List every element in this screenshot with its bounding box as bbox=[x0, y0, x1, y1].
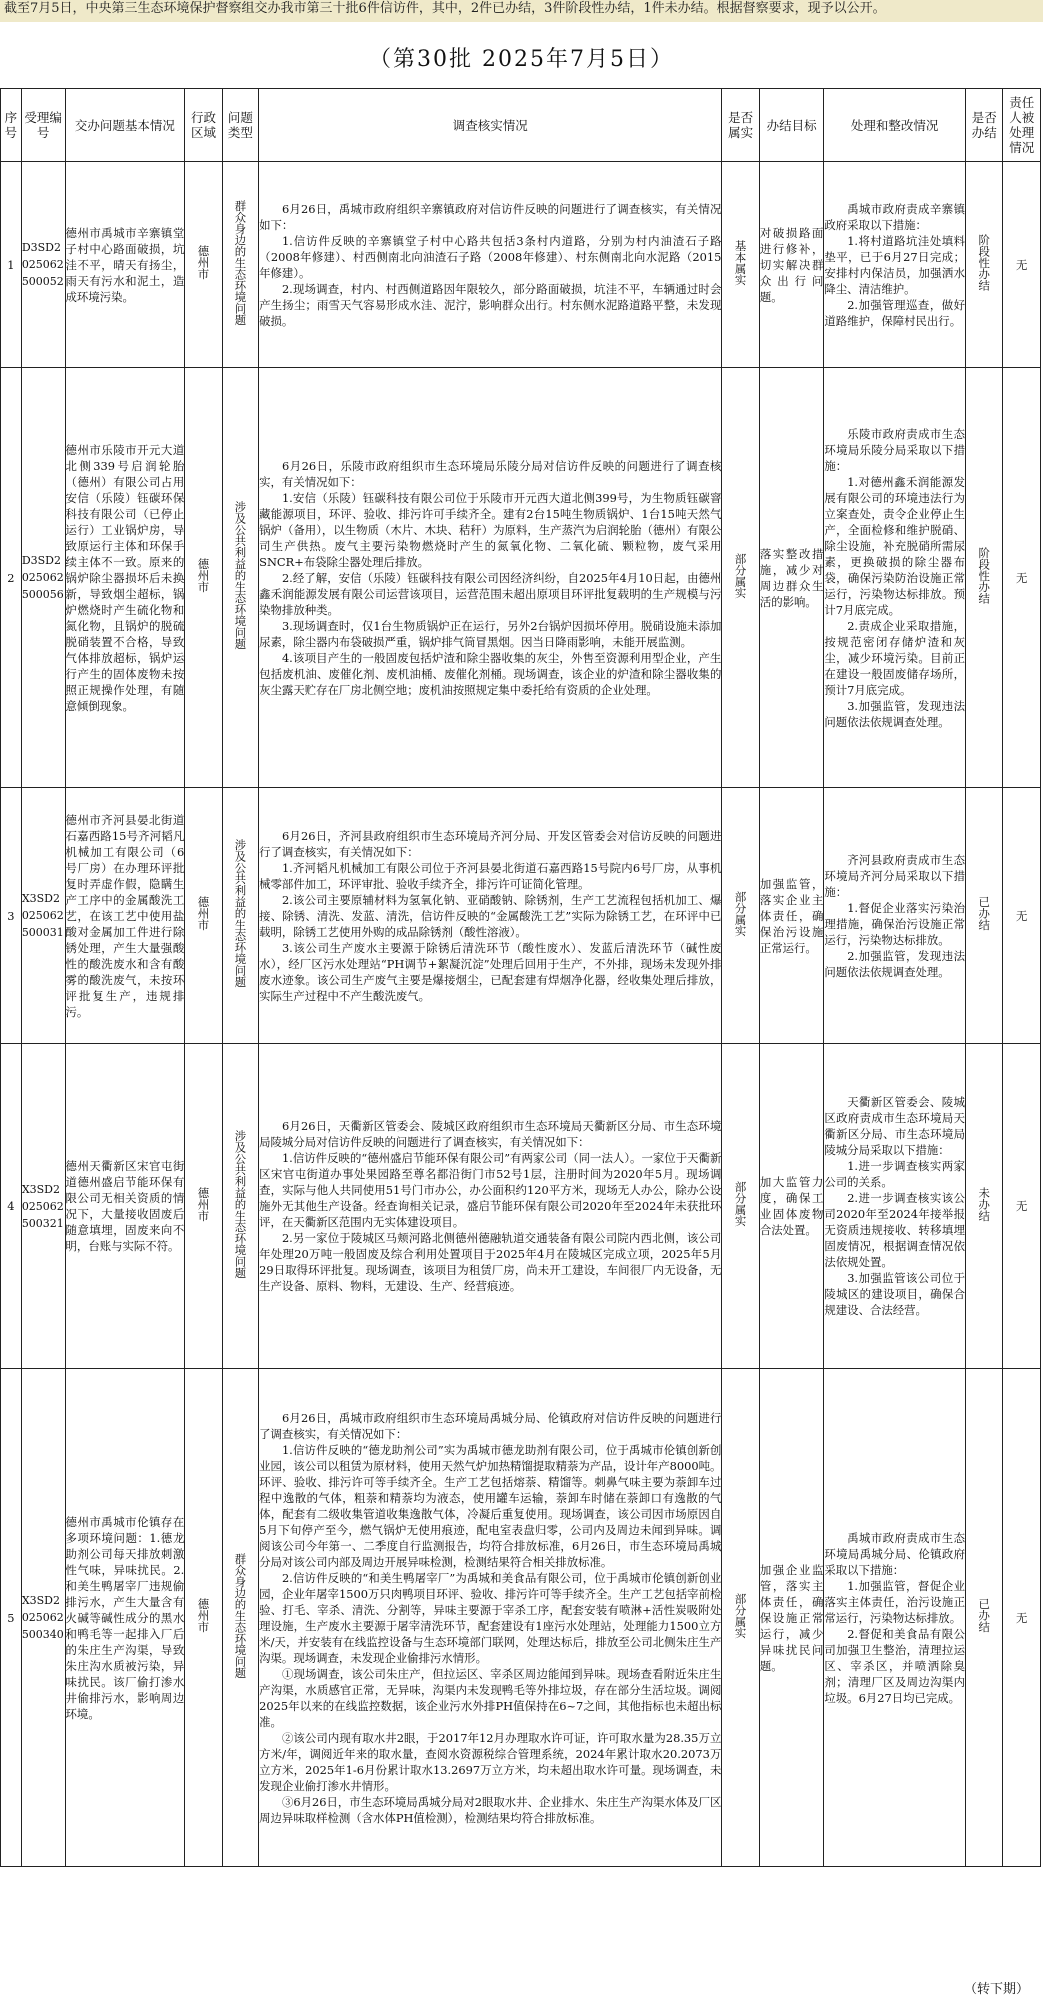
rectification-details-paragraph: 乐陵市政府责成市生态环境局乐陵分局采取以下措施： bbox=[824, 426, 965, 473]
is-verified-text: 部分属实 bbox=[733, 1592, 748, 1639]
is-verified-text: 部分属实 bbox=[733, 552, 748, 599]
rectification-details bbox=[824, 788, 966, 1044]
is-verified-text: 部分属实 bbox=[733, 1181, 748, 1227]
row-number: 5 bbox=[1, 1369, 22, 1867]
rectification-details-paragraph: 齐河县政府责成市生态环境局齐河分局采取以下措施： bbox=[824, 852, 965, 899]
is-completed bbox=[965, 1369, 1002, 1867]
investigation-details-paragraph: 2.信访件反映的“和美生鸭屠宰厂”为禹城和美食品有限公司，位于禹城市伦镇创新创业园，企业年屠宰1500万只肉鸭项目环评、验收、排污许可等手续齐全。生产工艺包括宰前检验、打毛、宰杀、清洗、分割等，异味主要源于宰杀工序，配套安装有喷淋+活性炭吸附处理设施，生产废水主要源于屠宰清洗环节，配套建设有1座污水处理站，处理能力1500立方米/天，并安装有在线监控设备与生态环境部门联网，处理达标后，排放至公司北侧朱庄生产沟渠。现场调查，未发现企业偷排污水情形。 bbox=[259, 1570, 722, 1665]
rectification-details-paragraph: 1.加强监管，督促企业落实主体责任，治污设施正常运行，污染物达标排放。 bbox=[824, 1578, 965, 1625]
is-verified bbox=[722, 788, 759, 1044]
resolution-goal: 加强监管，落实企业主体责任，确保治污设施正常运行。 bbox=[759, 788, 824, 1044]
is-completed-text: 已办结 bbox=[977, 1598, 992, 1633]
rectification-details bbox=[824, 368, 966, 788]
rectification-details bbox=[824, 1369, 966, 1867]
table-row bbox=[1, 1369, 1041, 1867]
investigation-details-paragraph: 6月26日，乐陵市政府组织市生态环境局乐陵分局对信访件反映的问题进行了调查核实，有关情况如下： bbox=[259, 458, 722, 489]
rectification-details bbox=[824, 1044, 966, 1369]
rectification-details-paragraph: 禹城市政府责成辛寨镇政府采取以下措施： bbox=[824, 201, 965, 232]
table-row bbox=[1, 162, 1041, 368]
rectification-details-paragraph: 1.对德州鑫禾润能源发展有限公司的环境违法行为立案查处，责令企业停止生产，全面检修和维护脱硝、除尘设施，补充脱硝所需尿素，更换破损的除尘器布袋，确保污染防治设施正常运行，污染物达标排放。预计7月底完成。 bbox=[824, 474, 965, 617]
issue-summary: 德州市乐陵市开元大道北侧339号启润轮胎（德州）有限公司占用安信（乐陵）钰碳环保科技有限公司（已停止运行）工业锅炉房，导致原运行主体和环保手续主体不一致。原来的锅炉除尘器损坏后未换新，导致烟尘超标，锅炉燃烧时产生硫化物和氮化物，且锅炉的脱硫脱硝装置不合格，导致气体排放超标，锅炉运行产生的固体废物未按照正规操作处理，有随意倾倒现象。 bbox=[65, 368, 185, 788]
resolution-goal: 加强企业监管，落实主体责任，确保设施正常运行，减少异味扰民问题。 bbox=[759, 1369, 824, 1867]
header-no: 序号 bbox=[1, 89, 22, 162]
batch-title: （第30批 2025年7月5日） bbox=[369, 47, 674, 72]
rectification-details-paragraph: 3.加强监管，发现违法问题依法依规调查处理。 bbox=[824, 698, 965, 729]
is-completed-text: 阶段性办结 bbox=[977, 234, 992, 291]
is-verified bbox=[722, 1044, 759, 1369]
resolution-goal: 落实整改措施，减少对周边群众生活的影响。 bbox=[759, 368, 824, 788]
rectification-details-paragraph: 2.责成企业采取措施，按规范密闭存储炉渣和灰尘，减少环境污染。目前正在建设一般固废储存场所，预计7月底完成。 bbox=[824, 618, 965, 697]
issue-type bbox=[222, 1369, 258, 1867]
admin-region bbox=[185, 1369, 222, 1867]
is-verified-text: 部分属实 bbox=[733, 890, 748, 937]
is-completed-text: 未办结 bbox=[977, 1186, 992, 1222]
rectification-details-paragraph: 禹城市政府责成市生态环境局禹城分局、伦镇政府采取以下措施： bbox=[824, 1530, 965, 1577]
header-desc: 调查核实情况 bbox=[259, 89, 722, 162]
issue-type-text: 群众身边的生态环境问题 bbox=[233, 199, 248, 326]
investigation-details-paragraph: 6月26日，齐河县政府组织市生态环境局齐河分局、开发区管委会对信访反映的问题进行了调查核实，有关情况如下： bbox=[259, 828, 722, 859]
footer-continued: （转下期） bbox=[963, 1982, 1029, 1997]
investigation-details bbox=[259, 788, 722, 1044]
header-code: 受理编号 bbox=[21, 89, 65, 162]
header-resp: 责任人被处理情况 bbox=[1003, 89, 1041, 162]
header-done: 是否办结 bbox=[965, 89, 1002, 162]
rectification-details-paragraph: 1.进一步调查核实两家公司的关系。 bbox=[824, 1159, 965, 1189]
responsible-handling: 无 bbox=[1003, 1044, 1041, 1369]
investigation-details-paragraph: 1.信访件反映的“德龙助剂公司”实为禹城市德龙助剂有限公司，位于禹城市伦镇创新创业园，该公司以租赁为原材料，使用天然气炉加热精馏提取精萘为产品，设计年产8000吨。环评、验收、排污许可等手续齐全。生产工艺包括熔萘、精馏等。刺鼻气味主要为萘卸车过程中逸散的气体，粗萘和精萘均为液态，使用罐车运输，萘卸车时储在萘卸口有逸散的气体，配套有二级收集管道收集逸散气体，冷凝后重复使用。现场调查，该公司因市场原因自5月下旬停产至今，燃气锅炉无使用痕迹，配电室表盘归零，公司内及周边未闻到异味。调阅该公司今年第一、二季度自行监测报告，均符合排放标准，6月26日，市生态环境局禹城分局对该公司内部及周边开展异味检测，检测结果符合相关排放标准。 bbox=[259, 1442, 722, 1569]
row-number: 3 bbox=[1, 788, 22, 1044]
admin-region bbox=[185, 1044, 222, 1369]
responsible-handling: 无 bbox=[1003, 368, 1041, 788]
header-area: 行政区域 bbox=[185, 89, 222, 162]
investigation-details-paragraph: ③6月26日，市生态环境局禹城分局对2眼取水井、企业排水、朱庄生产沟渠水体及厂区周边异味取样检测（含水体PH值检测），检测结果均符合排放标准。 bbox=[259, 1794, 722, 1825]
table-row bbox=[1, 1044, 1041, 1369]
investigation-details-paragraph: 1.齐河韬凡机械加工有限公司位于齐河县晏北街道石嘉西路15号院内6号厂房，从事机械零部件加工，环评审批、验收手续齐全，排污许可证简化管理。 bbox=[259, 860, 722, 891]
responsible-handling: 无 bbox=[1003, 162, 1041, 368]
investigation-details bbox=[259, 1369, 722, 1867]
investigation-details-paragraph: 6月26日，禹城市政府组织市生态环境局禹城分局、伦镇政府对信访件反映的问题进行了调查核实，有关情况如下： bbox=[259, 1410, 722, 1441]
is-verified bbox=[722, 162, 759, 368]
resolution-goal: 加大监管力度，确保工业固体废物合法处置。 bbox=[759, 1044, 824, 1369]
investigation-details-paragraph: 2.该公司主要原辅材料为氢氧化钠、亚硝酸钠、除锈剂，生产工艺流程包括机加工、爆接、除锈、清洗、发蓝、清洗，信访件反映的“金属酸洗工艺”实际为除锈工艺，在环评中已载明，除锈工艺使用外购的成品除锈剂（酸性溶液）。 bbox=[259, 892, 722, 939]
admin-region-text: 德州市 bbox=[196, 245, 211, 280]
admin-region-text: 德州市 bbox=[196, 1186, 211, 1222]
investigation-details bbox=[259, 368, 722, 788]
rectification-details-paragraph: 3.加强监管该公司位于陵城区的建设项目，确保合规建设、合法经营。 bbox=[824, 1271, 965, 1317]
issue-type bbox=[222, 162, 258, 368]
header-goal: 办结目标 bbox=[759, 89, 824, 162]
investigation-details-paragraph: 1.信访件反映的辛寨镇堂子村中心路共包括3条村内道路，分别为村内油渣石子路（2008年修建）、村西侧南北向油渣石子路（2008年修建）、村东侧南北向水泥路（2015年修建）。 bbox=[259, 233, 722, 280]
investigation-details-paragraph: 1.安信（乐陵）钰碳科技有限公司位于乐陵市开元西大道北侧399号，为生物质钰碳窨藏能源项目，环评、验收、排污许可手续齐全。建有2台15吨生物质锅炉、1台15吨天然气锅炉（备用），以生物质（木片、木块、秸秆）为原料，生产蒸汽为启润轮胎（德州）有限公司生产供热。废气主要污染物燃烧时产生的氮氧化物、二氧化硫、颗粒物，废气采用SNCR+布袋除尘器处理后排放。 bbox=[259, 490, 722, 569]
admin-region-text: 德州市 bbox=[196, 558, 211, 593]
is-verified bbox=[722, 1369, 759, 1867]
header-basic: 交办问题基本情况 bbox=[65, 89, 185, 162]
rectification-details-paragraph: 2.加强管理巡查，做好道路维护，保障村民出行。 bbox=[824, 297, 965, 328]
investigation-details-paragraph: 2.经了解，安信（乐陵）钰碳科技有限公司因经济纠纷，自2025年4月10日起，由德州鑫禾润能源发展有限公司运营该项目，运营范围未超出原项目环评批复载明的生产规模与污染物排放种类。 bbox=[259, 570, 722, 617]
table-row bbox=[1, 368, 1041, 788]
header-true: 是否属实 bbox=[722, 89, 759, 162]
row-number: 1 bbox=[1, 162, 22, 368]
is-completed bbox=[965, 788, 1002, 1044]
investigation-details-paragraph: ①现场调查，该公司朱庄产，但拉运区、宰杀区周边能闻到异味。现场查看附近朱庄生产沟渠，水质感官正常，无异味，沟渠内未发现鸭毛等外排垃圾，存在部分生活垃圾。调阅2025年以来的在线监控数据，该企业污水外排PH值保持在6~7之间，其他指标也未超出标准。 bbox=[259, 1666, 722, 1729]
issue-type-text: 涉及公共利益的生态环境问题 bbox=[233, 1129, 248, 1279]
rectification-details-paragraph: 2.进一步调查核实该公司2020年至2024年接举报无资质违规接收、转移填埋固废情况，根据调查情况依法依规处置。 bbox=[824, 1191, 965, 1269]
is-completed bbox=[965, 162, 1002, 368]
investigation-details-paragraph: ②该公司内现有取水井2眼，于2017年12月办理取水许可证，许可取水量为28.35万立方米/年，调阅近年来的取水量，查阅水资源税综合管理系统，2024年累计取水20.2073万立方米，2025年1-6月份累计取水13.2697万立方米，均未超出取水许可量。现场调查，未发现企业偷打渗水井情形。 bbox=[259, 1730, 722, 1793]
issue-type bbox=[222, 368, 258, 788]
admin-region-text: 德州市 bbox=[196, 896, 211, 931]
acceptance-code: X3SD2025062500031 bbox=[21, 788, 65, 1044]
is-verified bbox=[722, 368, 759, 788]
investigation-details-paragraph: 1.信访件反映的“德州盛启节能环保有限公司”有两家公司（同一法人）。一家位于天衢新区宋官屯街道办事处果园路至尊名都沿街门市52号1层，注册时间为2020年5月。现场调查，实际与他人共同使用51号门市办公，办公面积约120平方米，现场无人办公，除办公设施外无其他生产设备。经查询相关记录，盛启节能环保有限公司2020年至2024年未获批环评，在天衢新区范围内无实体建设项目。 bbox=[259, 1151, 722, 1229]
petition-table bbox=[0, 88, 1041, 1867]
rectification-details bbox=[824, 162, 966, 368]
issue-type-text: 群众身边的生态环境问题 bbox=[233, 1552, 248, 1679]
investigation-details-paragraph: 3.该公司生产废水主要源于除锈后清洗环节（酸性废水）、发蓝后清洗环节（碱性废水），经厂区污水处理站“PH调节+絮凝沉淀”处理后回用于生产，不外排，现场未发现外排废水迹象。该公司生产废气主要是爆接烟尘，已配套建有焊烟净化器，经收集处理后排放，实际生产过程中不产生酸洗废气。 bbox=[259, 940, 722, 1003]
rectification-details-paragraph: 1.将村道路坑洼处填料垫平，已于6月27日完成；安排村内保洁员，加强洒水降尘、清洁维护。 bbox=[824, 233, 965, 296]
issue-type bbox=[222, 788, 258, 1044]
is-completed-text: 阶段性办结 bbox=[977, 547, 992, 604]
investigation-details-paragraph: 2.另一家位于陵城区马颊河路北侧德州德融轨道交通装备有限公司院内西北侧，该公司年处理20万吨一般固废及综合利用处置项目于2025年4月在陵城区完成立项，2025年5月29日取得环评批复。现场调查，该项目为租赁厂房，尚未开工建设，车间很厂内无设备，无生产设备、原料、物料，无建设、生产、经营痕迹。 bbox=[259, 1231, 722, 1293]
is-verified-text: 基本属实 bbox=[733, 239, 748, 286]
header-fix: 处理和整改情况 bbox=[824, 89, 966, 162]
rectification-details-paragraph: 1.督促企业落实污染治理措施，确保治污设施正常运行，污染物达标排放。 bbox=[824, 900, 965, 947]
table-header-row bbox=[1, 89, 1041, 162]
is-completed-text: 已办结 bbox=[977, 896, 992, 931]
rectification-details-paragraph: 天衢新区管委会、陵城区政府责成市生态环境局天衢新区分局、市生态环境局陵城分局采取以下措施： bbox=[824, 1095, 965, 1157]
responsible-handling: 无 bbox=[1003, 1369, 1041, 1867]
table-row bbox=[1, 788, 1041, 1044]
rectification-details-paragraph: 2.加强监管，发现违法问题依法依规调查处理。 bbox=[824, 948, 965, 979]
investigation-details-paragraph: 4.该项目产生的一般固废包括炉渣和除尘器收集的灰尘，外售至资源利用型企业，产生包括废机油、废催化剂、废机油桶、废催化剂桶。现场调查，该企业的炉渣和除尘器收集的灰尘露天贮存在厂房北侧空地；废机油按照规定集中委托给有资质的企业处理。 bbox=[259, 650, 722, 697]
is-completed bbox=[965, 368, 1002, 788]
row-number: 4 bbox=[1, 1044, 22, 1369]
admin-region bbox=[185, 788, 222, 1044]
row-number: 2 bbox=[1, 368, 22, 788]
admin-region-text: 德州市 bbox=[196, 1598, 211, 1633]
acceptance-code: D3SD2025062500052 bbox=[21, 162, 65, 368]
issue-type bbox=[222, 1044, 258, 1369]
issue-summary: 德州市齐河县晏北街道石嘉西路15号齐河韬凡机械加工有限公司（6号厂房）在办理环评批复时弄虚作假，隐瞒生产工序中的金属酸洗工艺，在该工艺中使用盐酸对金属加工件进行除锈处理，产生大量强酸性的酸洗废水和含有酸雾的酸洗废气，未按环评批复生产，违规排污。 bbox=[65, 788, 185, 1044]
investigation-details bbox=[259, 162, 722, 368]
issue-type-text: 涉及公共利益的生态环境问题 bbox=[233, 501, 248, 650]
issue-type-text: 涉及公共利益的生态环境问题 bbox=[233, 839, 248, 988]
admin-region bbox=[185, 162, 222, 368]
responsible-handling: 无 bbox=[1003, 788, 1041, 1044]
acceptance-code: X3SD2025062500321 bbox=[21, 1044, 65, 1369]
issue-summary: 德州天衢新区宋官屯街道德州盛启节能环保有限公司无相关资质的情况下，大量接收固废后随意填埋，固废来向不明，台账与实际不符。 bbox=[65, 1044, 185, 1369]
resolution-goal: 对破损路面进行修补，切实解决群众出行问题。 bbox=[759, 162, 824, 368]
investigation-details-paragraph: 6月26日，禹城市政府组织辛寨镇政府对信访件反映的问题进行了调查核实，有关情况如下： bbox=[259, 201, 722, 232]
investigation-details-paragraph: 2.现场调查，村内、村西侧道路因年限较久，部分路面破损，坑洼不平，车辆通过时会产生扬尘；雨雪天气容易形成水洼、泥泞，影响群众出行。村东侧水泥路道路平整，未发现破损。 bbox=[259, 281, 722, 328]
intro-notice: 截至7月5日，中央第三生态环境保护督察组交办我市第三十批6件信访件，其中，2件已办结，3件阶段性办结，1件未办结。根据督察要求，现予以公开。 bbox=[0, 0, 1043, 22]
is-completed bbox=[965, 1044, 1002, 1369]
investigation-details bbox=[259, 1044, 722, 1369]
investigation-details-paragraph: 3.现场调查时，仅1台生物质锅炉正在运行，另外2台锅炉因损坏停用。脱硝设施未添加尿素，除尘器内布袋破损严重，锅炉排气筒冒黑烟。因当日降雨影响，未能开展监测。 bbox=[259, 618, 722, 649]
acceptance-code: X3SD2025062500340 bbox=[21, 1369, 65, 1867]
admin-region bbox=[185, 368, 222, 788]
acceptance-code: D3SD2025062500056 bbox=[21, 368, 65, 788]
investigation-details-paragraph: 6月26日，天衢新区管委会、陵城区政府组织市生态环境局天衢新区分局、市生态环境局陵城分局对信访件反映的问题进行了调查核实，有关情况如下： bbox=[259, 1119, 722, 1149]
issue-summary: 德州市禹城市伦镇存在多项环境问题：1.德龙助剂公司每天排放刺激性气味，异味扰民。2.和美生鸭屠宰厂违规偷排污水，产生大量含有火碱等碱性成分的黑水和鸭毛等一起排入厂后的朱庄生产沟渠，导致朱庄沟水质被污染，异味扰民。该厂偷打渗水井偷排污水，影响周边环境。 bbox=[65, 1369, 185, 1867]
issue-summary: 德州市禹城市辛寨镇堂子村中心路面破损，坑洼不平，晴天有扬尘，雨天有污水和泥土，造成环境污染。 bbox=[65, 162, 185, 368]
header-type: 问题类型 bbox=[222, 89, 258, 162]
rectification-details-paragraph: 2.督促和美食品有限公司加强卫生整治，清理拉运区、宰杀区，并喷洒除臭剂；清理厂区及周边沟渠内垃圾。6月27日均已完成。 bbox=[824, 1626, 965, 1705]
